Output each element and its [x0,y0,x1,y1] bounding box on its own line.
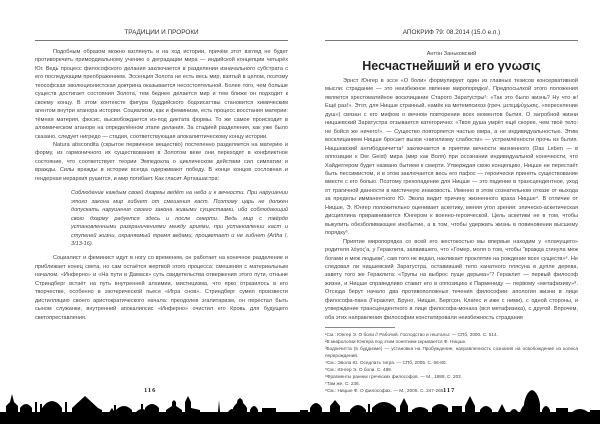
paragraph: Подобным образом можно взглянуть и на ход истории, причём этот взгляд не будет противоречить примордиальному учению о деградации мира — индийской концепции четырёх Юг. Ведь процесс философского делания заключается в разделении изначального субстрата с его последующим преображением. Эссенция Золота не есть весь мир, взятый в целом, поэтому теософская эволюционистская доктрина оказывается несостоятельной. Более того, чем больше существ достигает состояния Золота, тем беднее делается мир и тем ближе он подходит к своему концу. В этом контексте фигура буддийского бодхисаттвы становится химическим агентом внутри атанора истории. Социализм, как и феминизм, есть процесс восстания материи: тёмная материя, фюсис, высвобождается из-под диктата формы. То же самое происходит в алхимическом атаноре на определённом этапе делания. За стадией разделения, как уже было сказано, следует нигредо — стадия, соответствующая апокалиптическому концу истории. [35,49,288,140]
paragraph: Эрнст Юнгер в эссе «О боли» формулирует один из главных тезисов консервативной мысли: страдание — это неизбежное явление миропорядка¹. Предпосылкой этого положения является хрестоматийное восклицание Старого Заратустры²: «Так это было жизнь? Ну что ж! Ещё раз!». Этот, для Ницше странный, намёк на метемпсихоз (греч. μετεμψύχωσις, «переселение душ») связан с его мифом о вечном повторении всех моментов бытия. О загробной жизни ницшевский Заратустра отзывается категорично: «Твоя душа умрёт ещё скорее, чем твоё тело: не бойся же ничего!». — Существо повторяется частью мира, а не индивидуальностью. Этим восклицанием Ницше бросает вызов «нигилизму слабости» — устремлённости прочь из бытия. Ницшевский антибодхичитта³ заключается в приятии вечности жизненного (Das Leben — в оппозиции к Der Geist) мира (мир как Воля) при осознании индивидуальной конечности, что Хайдеггером будет названо бытием к смерти. Утверждая свою концепцию, Ницше не перестаёт быть пессимистом, и в этом заключается весь его пафос — героически принять существование вместе с его болью. Поэтому грехопадение для Ницше — это падение в трансцендентное, уход от трагичной данности в мистичную инаковость. Именно в этом сознательном отказе от выхода за пределы имманентного Ю. Эвола видит причину жизненного краха Ницше⁴. В отличие от Ницше, Э. Юнгер положительно оценивает аскетику, меняя угол зрения: эпическо-аскетическая дисциплина приравнивается Юнгером к военно-героической. Цель аскетики не в том, чтобы выкупить обезболивающее инобытие, а в том, чтобы удержать жизнь в повиновении высшему порядку⁵. [325,78,578,237]
header-rule [35,40,288,41]
footnote: ⁶Фрагменты ранних греческих философов. — М., 1989. С. 202. [325,373,463,379]
page-number: 116 [144,387,157,394]
paragraph: Социалист и феминист идут в ногу со временем, он работает на конечное разделение и приближает конец света, но сам остаётся жертвой этого процесса: смешения с материальным началом. «Инферно» и «На пути в Дамаск» суть свидетельства отвержения этого пути, отныне Стриндберг встаёт на путь внутренней алхимии, мистицизма, что ярко отразилось в его творчестве, особенно в эзотерической пьесе «Игра снов». Стриндберг сумел произвести дистилляцию своего аристократического начала: преодолев эгалитаризм, он перестал быть сыном служанки, внутренний апокалипсис «Инферно» очистил его Кровь для будущего светопреставления. [35,255,288,321]
page-number: 117 [443,387,456,394]
article-author: Антон Заньковский [426,51,477,57]
footnote: ⁴См.: Эвола Ю. Оседлать тигра. — СПб, 2005. С. 66-80. [325,359,447,365]
footnote-rule [325,327,395,328]
block-quote: Соблюдение каждым своей дхармы ведёт на небо и к вечности. При нарушении этого закона мир гибнет от смешения каст. Поэтому царь не должен допускать нарушения своего закона живыми существами, ибо соблюдающий свою дхарму радуется здесь и после смерти. Ведь мир с твёрдо установленными разграничениями между ариями, при установлении каст и ступеней жизни, охраняемый тремя ведами, процветает и не гибнет (Artha I, 3/13-16). [71,190,288,247]
running-head: АПОКРИФ 79: 08.2014 (15.0 е.п.) [402,29,501,36]
paragraph: Natura abscondita (скрытое первичное вещество) постепенно разделяется на материю и форму, из гармоничного их существования в Золотом веке они переходят в конфликтное состояние, что соответствует теории Эмпедокла о циклическом действии сил симпатии и вражды. Силы вражды в истории всегда одерживают победу. В конце концов сословная и гендерная иерархия рушится, и мир погибает. Как гласит Артхашастра: [35,141,288,182]
article-title: Несчастнейший и его γνωσις [362,59,541,73]
footnote: ²В мифологии Юнгера под этим понятием скрывается Ф. Ницше. [325,338,467,344]
article-body [35,48,288,322]
footnote: ⁸См.: Ницше Ф. О философах. — М., 2006. С. 247-265. [325,387,445,393]
footnote: ³Бодхичитта (в буддизме) — установка на Пробуждение, направленность сознания на освобождение из колеса перерождений. [325,345,578,358]
right-page [300,0,600,424]
header-rule [325,40,578,41]
running-head: ТРАДИЦИИ И ПРОРОКИ [124,29,199,36]
footnote: ⁷Там же. С. 236. [325,380,360,386]
footnote: ¹См.: Юнгер Э. О боли // Рабочий. Господство и гештальт. — СПб, 2000. С. 514. [325,331,498,337]
paragraph: Приятие миропорядка со всей его жестокостью мы впервые находим у «плачущего» родителя λόγος'а, у Гераклита, заявившего, что «Гомер, моля о том, чтобы "вражда сгинула меж богами и меж людьми", сам того не ведал, накликает проклятие на рождение всех существ»⁶. Не следовал ли ницшевский Заратустра, оставивший тело канатного плясуна в дупле дерева, завету того же Гераклита: «Трупы на выброс пуще дерьма»⁷? Гераклит — первый философ жизни, и Ницше справедливо ставит его в оппозицию к Пармениду — первому «метафизику»⁸. Отсюда берут начало два противоположных течения философии: апология жизни в лице философа-пана (Гераклит, Бруно, Ницше, Бергсон, Клагес и иже с ними), с одной стороны, и утверждение трансцендентного в лице философа-монаха (вся метафизика), с другой. Впрочем, оба этих направления философии констатировали неизбежность страдания [325,238,578,321]
footnote: ⁵См.: Юнгер Э. О боли. С. 489. [325,366,393,372]
article-body [325,77,578,394]
skyline-silhouette [0,388,600,424]
